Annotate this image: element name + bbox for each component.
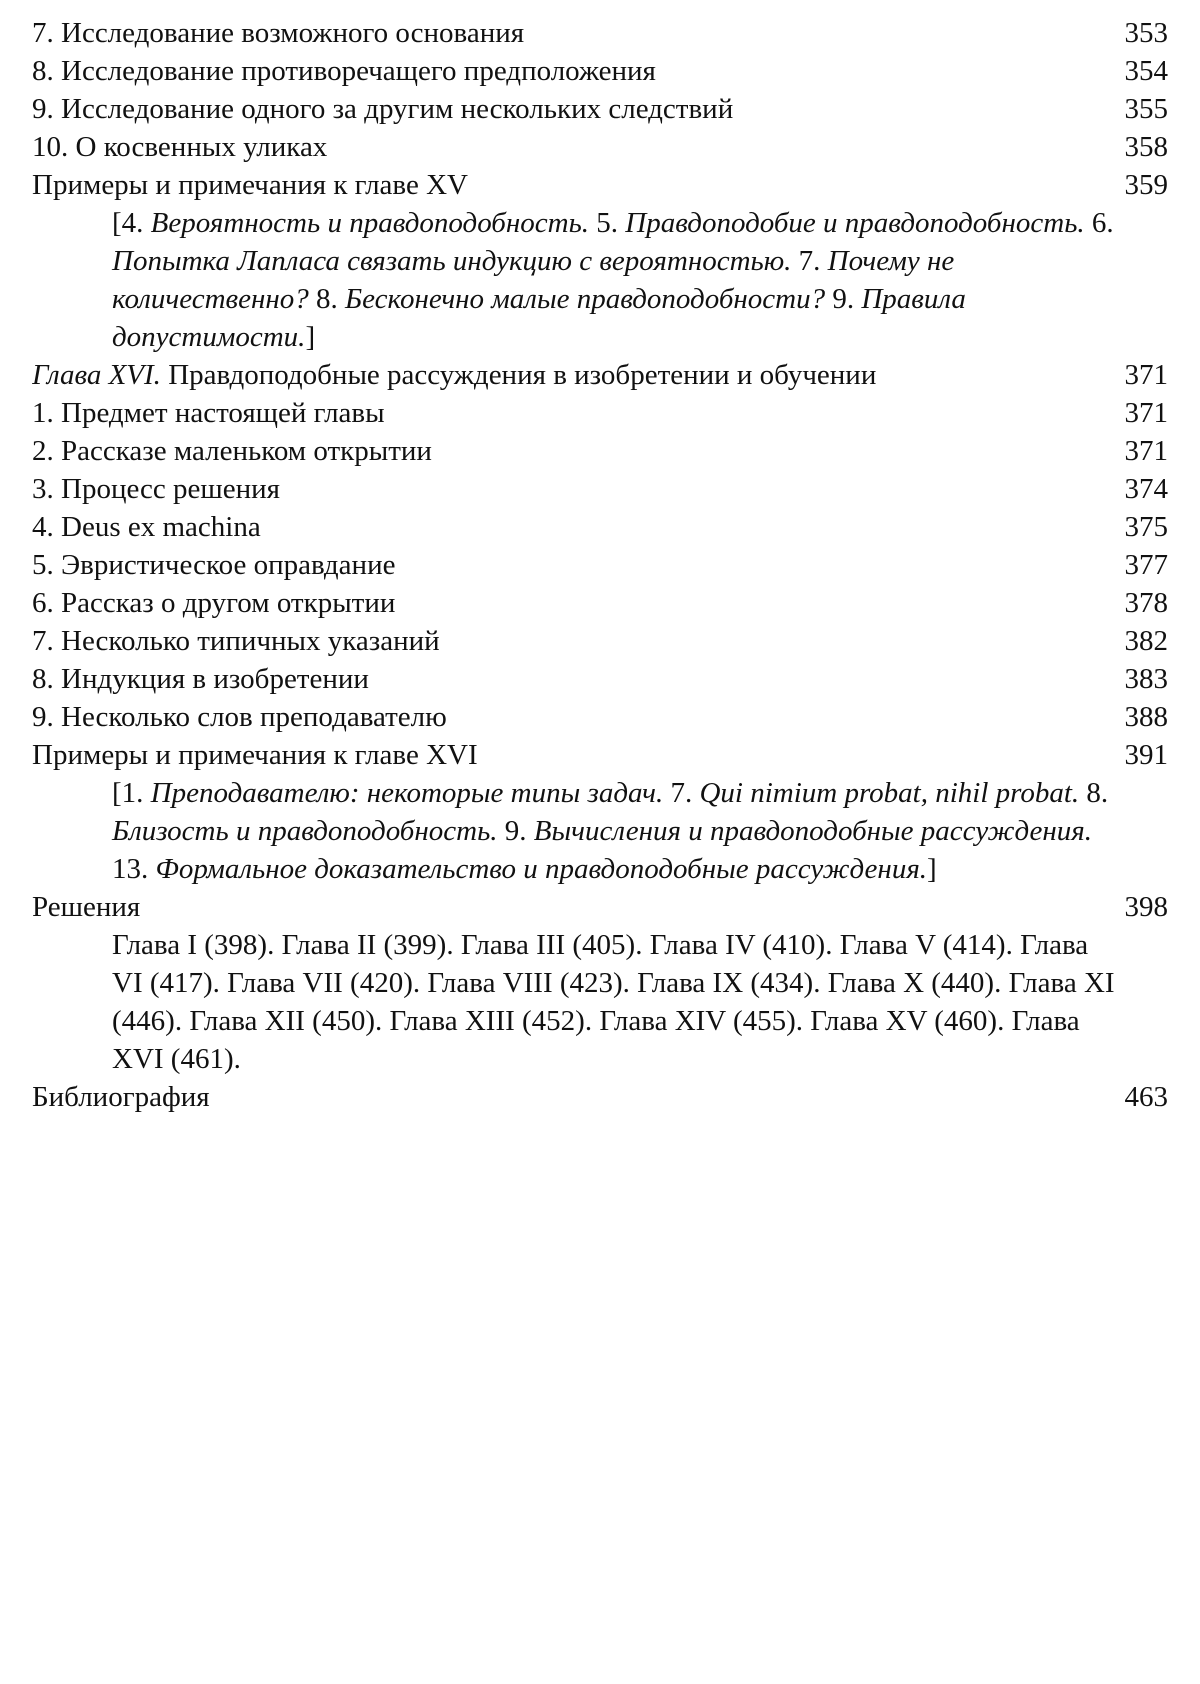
toc-entry-page: 359 xyxy=(1124,169,1168,201)
solutions-title: Решения xyxy=(32,891,141,923)
toc-entry-page: 358 xyxy=(1124,131,1168,163)
toc-entry-title: 2. Рассказе маленьком открытии xyxy=(32,435,432,467)
toc-entry-page: 353 xyxy=(1124,17,1168,49)
toc-entry-title: 9. Исследование одного за другим нескольких следствий xyxy=(32,93,734,125)
toc-entry xyxy=(32,508,1168,546)
toc-entry-title: 9. Несколько слов преподавателю xyxy=(32,701,447,733)
toc-entry-title: 7. Несколько типичных указаний xyxy=(32,625,440,657)
toc-entry-title: Примеры и примечания к главе XV xyxy=(32,169,468,201)
toc-entry xyxy=(32,14,1168,52)
toc-entry-page: 382 xyxy=(1124,625,1168,657)
toc-entry-page: 355 xyxy=(1124,93,1168,125)
toc-entry xyxy=(32,90,1168,128)
toc-bibliography xyxy=(32,1078,1168,1116)
toc-entry xyxy=(32,432,1168,470)
toc-entry-title: 8. Исследование противоречащего предположения xyxy=(32,55,656,87)
toc-entry-page: 371 xyxy=(1124,397,1168,429)
toc-entry-title: 1. Предмет настоящей главы xyxy=(32,397,385,429)
toc-entry xyxy=(32,52,1168,90)
toc-entry xyxy=(32,698,1168,736)
toc-entry-title: 3. Процесс решения xyxy=(32,473,281,505)
chapter-title: Правдоподобные рассуждения в изобретении и обучении xyxy=(168,359,877,391)
toc-entry-page: 371 xyxy=(1124,435,1168,467)
toc-entry-title: 7. Исследование возможного основания xyxy=(32,17,525,49)
toc-entry-page: 354 xyxy=(1124,55,1168,87)
toc-entry-title: 5. Эвристическое оправдание xyxy=(32,549,396,581)
toc-entry xyxy=(32,736,1168,774)
toc-entry-title: 4. Deus ex machina xyxy=(32,511,261,543)
toc-entry-title: 10. О косвенных уликах xyxy=(32,131,328,163)
toc-entry-page: 378 xyxy=(1124,587,1168,619)
toc-entries-chapter-xvi xyxy=(32,394,1168,774)
toc-entry xyxy=(32,394,1168,432)
table-of-contents xyxy=(32,14,1168,1116)
bibliography-title: Библиография xyxy=(32,1081,210,1113)
toc-entry xyxy=(32,622,1168,660)
notes-chapter-xvi: [1. Преподавателю: некоторые типы задач. 7. Qui nimium probat, nihil probat. 8. Близость и правдоподобность. 9. Вычисления и правдоподобные рассуждения. 13. Формальное доказательство и правдоподобные рассуждения.] xyxy=(112,777,1109,885)
notes-chapter-xv: [4. Вероятность и правдоподобность. 5. Правдоподобие и правдоподобность. 6. Попытка Лапласа связать индукцию с вероятностью. 7. Почему не количественно? 8. Бесконечно малые правдоподобности? 9. Правила допустимости.] xyxy=(112,207,1114,353)
toc-solutions xyxy=(32,888,1168,926)
toc-chapter-xvi xyxy=(32,356,1168,394)
toc-entry xyxy=(32,546,1168,584)
toc-entry-title: Примеры и примечания к главе XVI xyxy=(32,739,478,771)
toc-entry xyxy=(32,660,1168,698)
solutions-list: Глава I (398). Глава II (399). Глава III (405). Глава IV (410). Глава V (414). Глава VI (417). Глава VII (420). Глава VIII (423). Глава IX (434). Глава X (440). Глава XI (446). Глава XII (450). Глава XIII (452). Глава XIV (455). Глава XV (460). Глава XVI (461). xyxy=(112,929,1115,1075)
toc-entry-page: 375 xyxy=(1124,511,1168,543)
toc-entry xyxy=(32,584,1168,622)
toc-entry xyxy=(32,470,1168,508)
bibliography-page: 463 xyxy=(1124,1081,1168,1113)
toc-entry-page: 383 xyxy=(1124,663,1168,695)
toc-entry-page: 374 xyxy=(1124,473,1168,505)
chapter-page: 371 xyxy=(1124,359,1168,391)
toc-entry-page: 391 xyxy=(1124,739,1168,771)
toc-entry-page: 377 xyxy=(1124,549,1168,581)
toc-entry-title: 6. Рассказ о другом открытии xyxy=(32,587,396,619)
toc-entry xyxy=(32,166,1168,204)
toc-entries-chapter-xv xyxy=(32,14,1168,204)
solutions-page: 398 xyxy=(1124,891,1168,923)
toc-entry-page: 388 xyxy=(1124,701,1168,733)
chapter-label: Глава XVI. xyxy=(32,359,161,391)
toc-entry xyxy=(32,128,1168,166)
toc-entry-title: 8. Индукция в изобретении xyxy=(32,663,369,695)
